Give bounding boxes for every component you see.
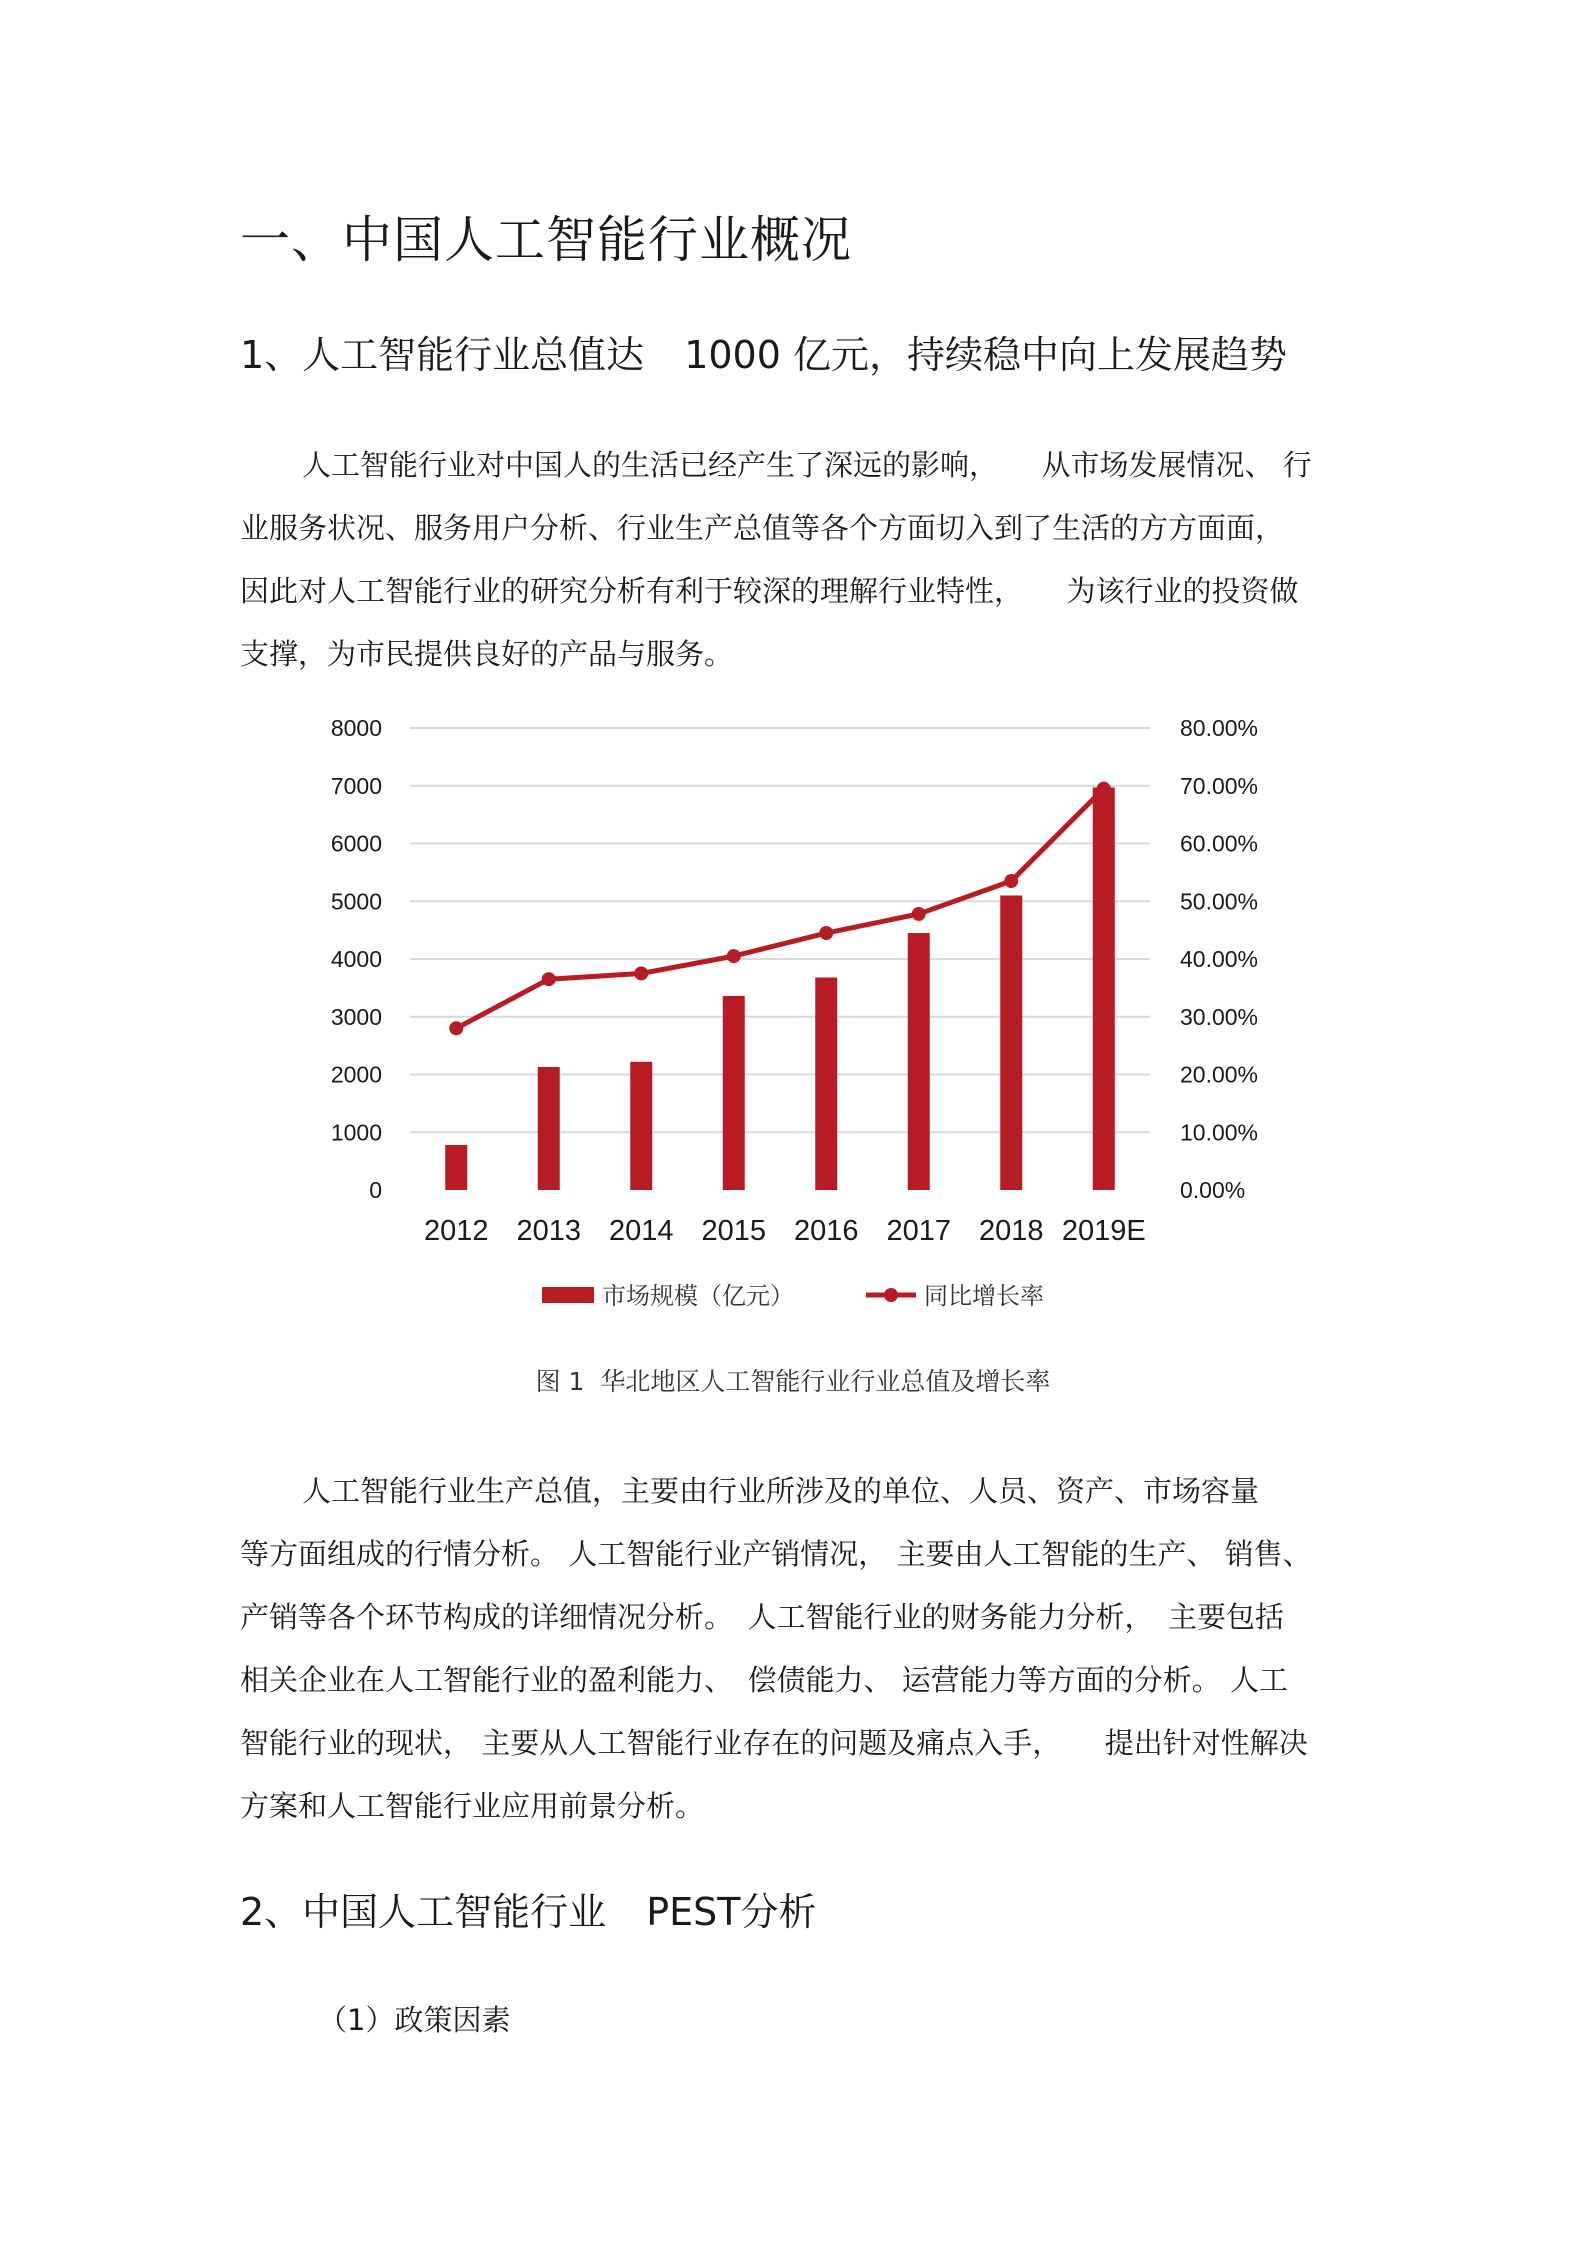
paragraph-line: 智能行业的现状， 主要从人工智能行业存在的问题及痛点入手， 提出针对性解决 bbox=[240, 1726, 1308, 1760]
section-2-title-prefix: 2、中国人工智能行业 bbox=[240, 1890, 607, 1934]
section-2-heading bbox=[240, 1882, 816, 1942]
y-right-tick-label: 70.00% bbox=[1180, 772, 1259, 799]
intro-paragraph bbox=[240, 434, 1350, 686]
paragraph-line: 支撑，为市民提供良好的产品与服务。 bbox=[240, 637, 734, 671]
growth-point bbox=[449, 1021, 463, 1035]
bar bbox=[630, 1062, 652, 1190]
bar bbox=[1093, 787, 1115, 1190]
y-right-tick-label: 30.00% bbox=[1180, 1003, 1259, 1030]
growth-point bbox=[634, 966, 648, 980]
y-left-tick-label: 8000 bbox=[330, 715, 382, 741]
bar bbox=[815, 977, 837, 1190]
paragraph-line: 产销等各个环节构成的详细情况分析。 人工智能行业的财务能力分析， 主要包括 bbox=[240, 1600, 1285, 1634]
figure-caption-text: 华北地区人工智能行业行业总值及增长率 bbox=[600, 1367, 1051, 1396]
bar bbox=[538, 1067, 560, 1190]
section-1-title-suffix: 亿元，持续稳中向上发展趋势 bbox=[793, 333, 1288, 377]
growth-point bbox=[542, 972, 556, 986]
chart-svg bbox=[300, 700, 1280, 1340]
paragraph-line: 业服务状况、服务用户分析、行业生产总值等各个方面切入到了生活的方方面面， bbox=[240, 511, 1285, 545]
figure-caption bbox=[0, 1362, 1586, 1402]
y-right-tick-label: 50.00% bbox=[1180, 888, 1259, 915]
legend-label: 市场规模（亿元） bbox=[602, 1283, 794, 1310]
y-left-tick-label: 2000 bbox=[330, 1061, 382, 1088]
y-left-tick-label: 6000 bbox=[330, 830, 382, 857]
section-1-title-number: 1000 bbox=[684, 333, 781, 377]
paragraph-line: 人工智能行业生产总值，主要由行业所涉及的单位、人员、资产、市场容量 bbox=[302, 1474, 1260, 1508]
legend-label: 同比增长率 bbox=[924, 1283, 1044, 1310]
bar bbox=[723, 996, 745, 1190]
y-left-tick-label: 7000 bbox=[330, 772, 382, 799]
growth-point bbox=[1004, 874, 1018, 888]
section-1-title-prefix: 1、人工智能行业总值达 bbox=[240, 333, 645, 377]
x-tick-label: 2019E bbox=[1061, 1215, 1146, 1247]
paragraph-line: 等方面组成的行情分析。 人工智能行业产销情况， 主要由人工智能的生产、 销售、 bbox=[240, 1537, 1312, 1571]
growth-point bbox=[727, 949, 741, 963]
paragraph-line: 因此对人工智能行业的研究分析有利于较深的理解行业特性， 为该行业的投资做 bbox=[240, 574, 1299, 608]
analysis-paragraph bbox=[240, 1460, 1350, 1838]
figure-caption-label: 图 1 bbox=[535, 1367, 585, 1396]
y-right-tick-label: 20.00% bbox=[1180, 1061, 1259, 1088]
growth-point bbox=[1097, 782, 1111, 796]
growth-point bbox=[819, 926, 833, 940]
y-right-tick-label: 40.00% bbox=[1180, 946, 1259, 972]
growth-point bbox=[912, 907, 926, 921]
x-tick-label: 2014 bbox=[608, 1215, 674, 1247]
y-right-tick-label: 10.00% bbox=[1180, 1119, 1259, 1146]
paragraph-line: 人工智能行业对中国人的生活已经产生了深远的影响， 从市场发展情况、 行 bbox=[302, 448, 1312, 482]
y-left-tick-label: 1000 bbox=[330, 1119, 382, 1146]
y-left-tick-label: 0 bbox=[369, 1177, 382, 1203]
page-title: 一、中国人工智能行业概况 bbox=[240, 211, 852, 269]
y-left-tick-label: 4000 bbox=[330, 946, 382, 972]
x-tick-label: 2012 bbox=[423, 1215, 489, 1247]
bar bbox=[1000, 895, 1022, 1190]
x-tick-label: 2016 bbox=[793, 1215, 859, 1247]
y-left-tick-label: 5000 bbox=[330, 888, 382, 915]
section-2-title-suffix: PEST分析 bbox=[646, 1890, 817, 1934]
subsection-heading: （1）政策因素 bbox=[318, 2003, 511, 2037]
legend-line-marker bbox=[884, 1288, 898, 1302]
x-tick-label: 2017 bbox=[886, 1215, 952, 1247]
paragraph-line: 相关企业在人工智能行业的盈利能力、 偿债能力、 运营能力等方面的分析。 人工 bbox=[240, 1663, 1288, 1697]
y-right-tick-label: 60.00% bbox=[1180, 830, 1259, 857]
x-tick-label: 2013 bbox=[516, 1215, 582, 1247]
x-tick-label: 2015 bbox=[701, 1215, 767, 1247]
paragraph-line: 方案和人工智能行业应用前景分析。 bbox=[240, 1789, 705, 1823]
bar bbox=[908, 933, 930, 1190]
y-left-tick-label: 3000 bbox=[330, 1003, 382, 1030]
market-size-chart bbox=[300, 700, 1280, 1340]
y-right-tick-label: 80.00% bbox=[1180, 715, 1259, 741]
section-1-heading bbox=[240, 325, 1287, 385]
y-right-tick-label: 0.00% bbox=[1180, 1177, 1246, 1203]
legend-bar-swatch bbox=[542, 1287, 594, 1303]
bar bbox=[445, 1145, 467, 1190]
x-tick-label: 2018 bbox=[978, 1215, 1044, 1247]
